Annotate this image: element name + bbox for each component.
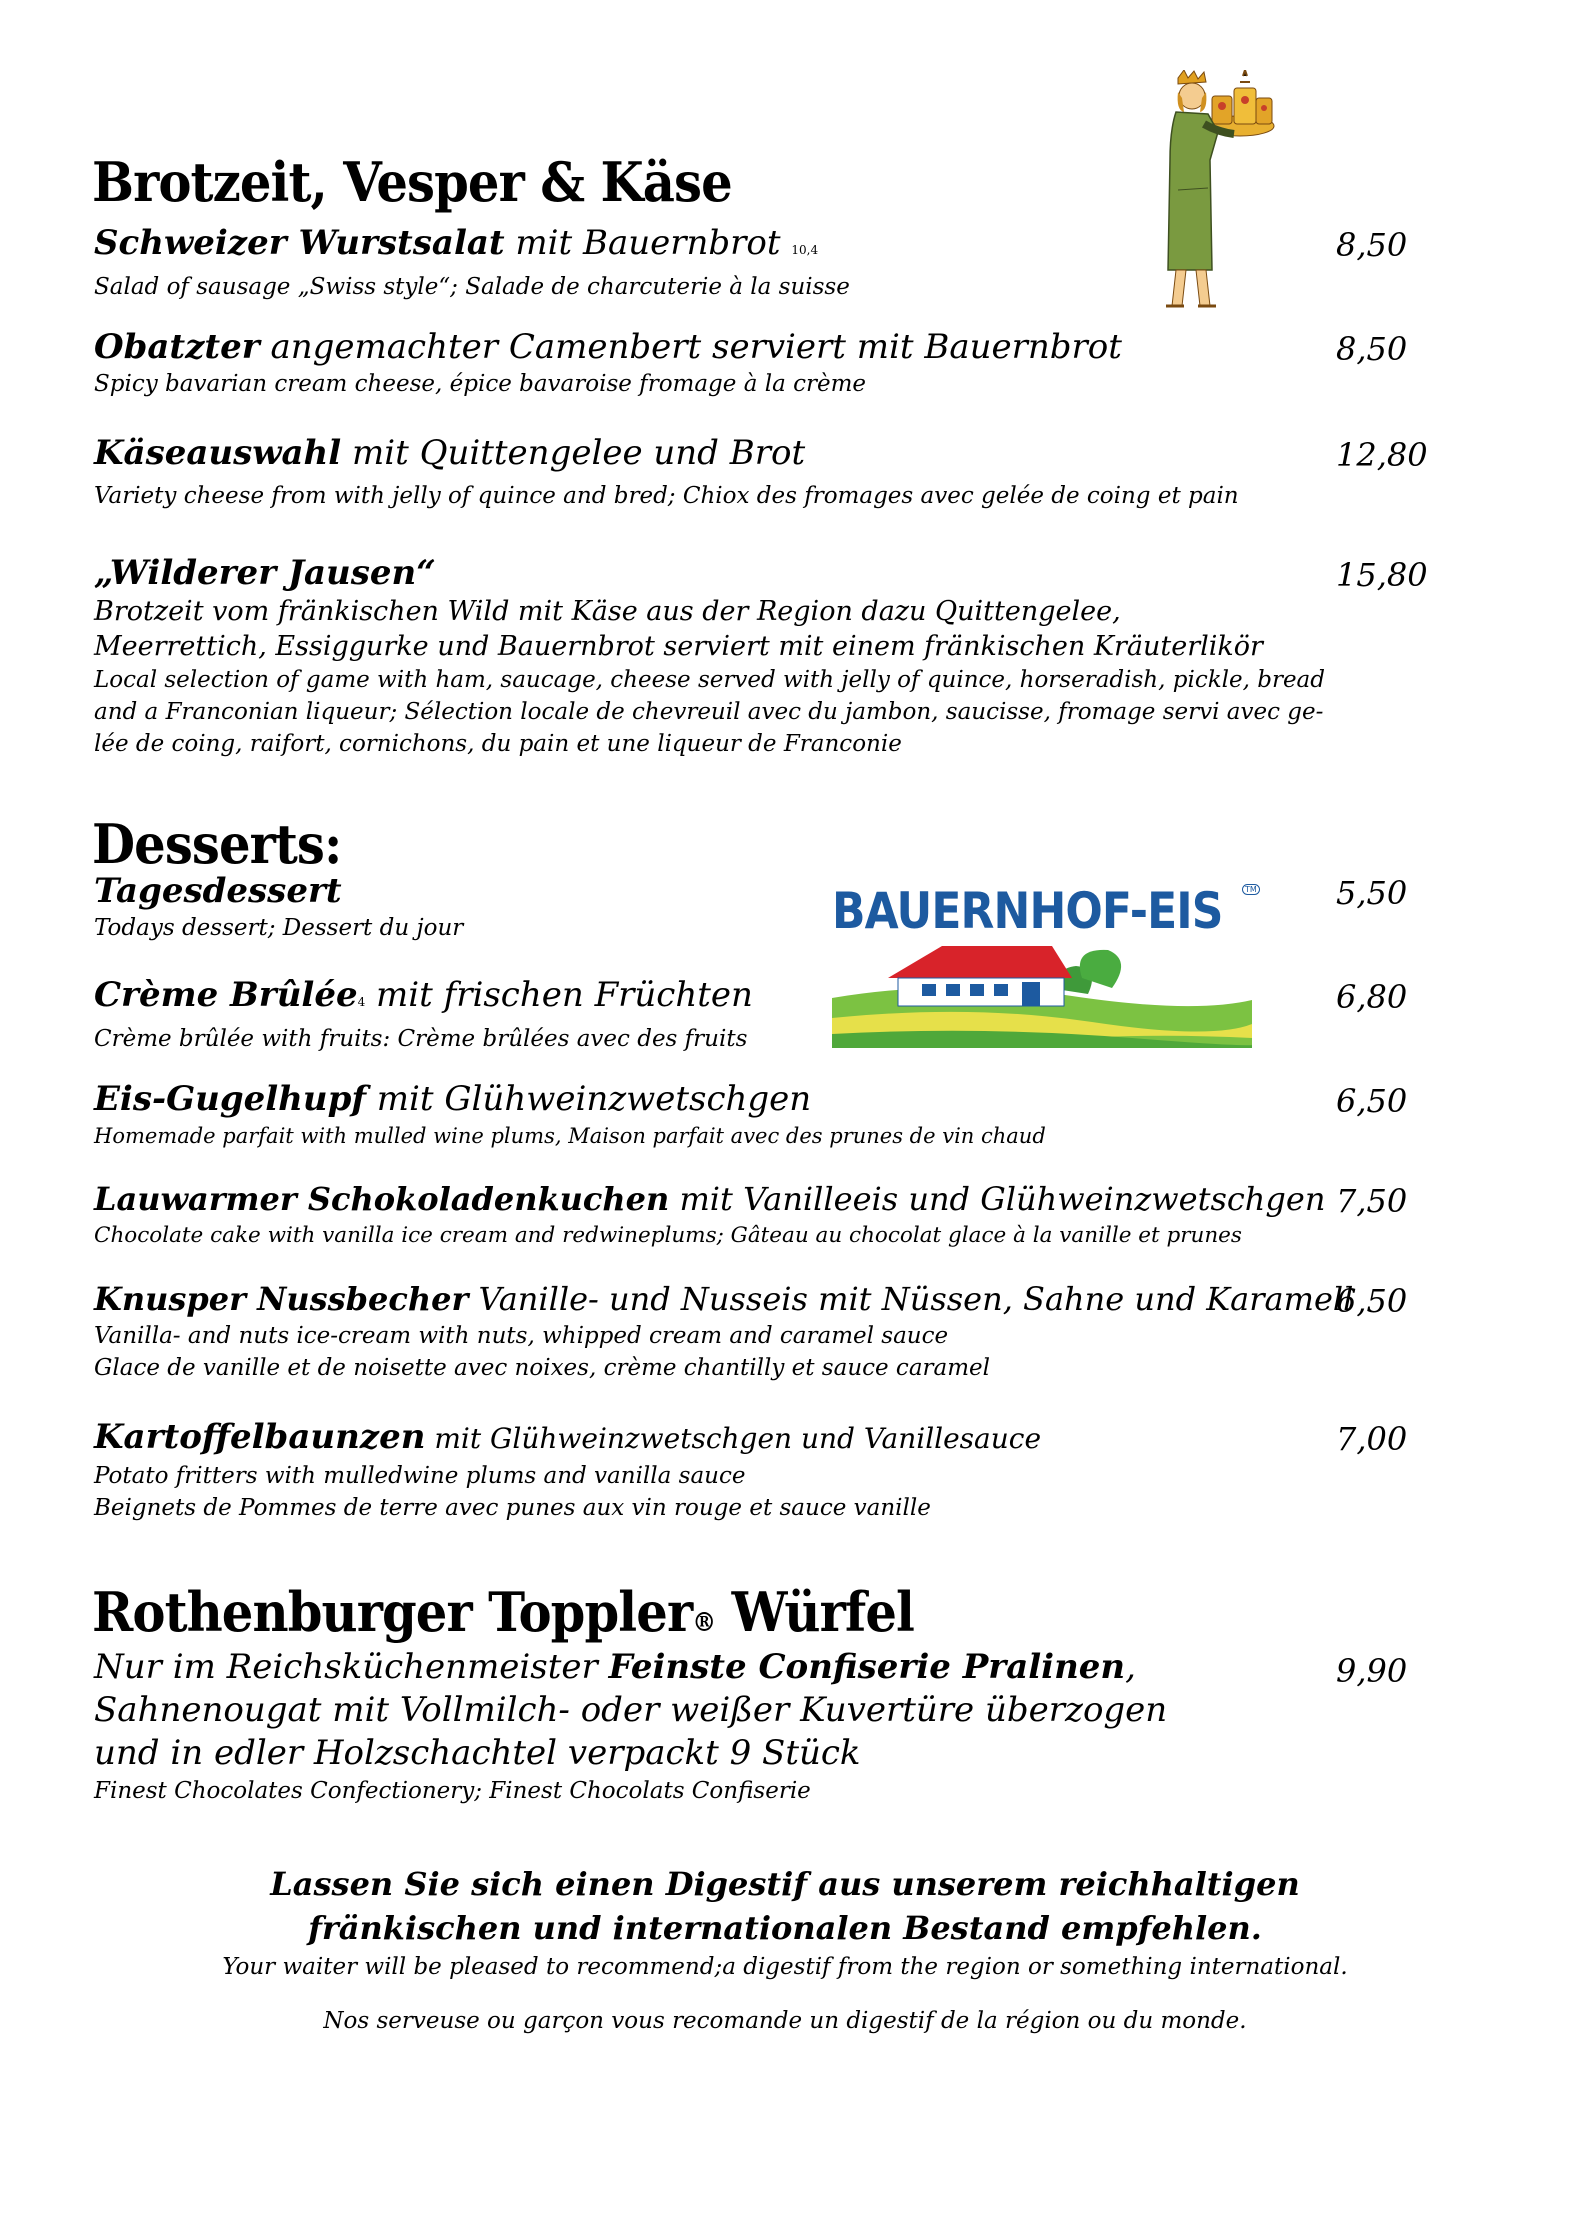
menu-item-obatzter <box>94 326 1444 400</box>
digestif-note-line: fränkischen und internationalen Bestand empfehlen. <box>308 1909 1262 1947</box>
item-name-rest: Vanille- und Nusseis mit Nüssen, Sahne und Karamell <box>468 1280 1354 1318</box>
item-name-bold: Kartoffelbaunzen <box>94 1417 426 1457</box>
item-desc: Finest Chocolates Confectionery; Finest Chocolats Confiserie <box>94 1778 811 1804</box>
price: 5,50 <box>1336 874 1408 912</box>
item-line <box>94 1646 1444 1689</box>
menu-item-wurstsalat <box>94 222 1444 303</box>
item-desc: Glace de vanille et de noisette avec noixes, crème chantilly et sauce caramel <box>94 1355 991 1381</box>
item-name-bold: Tagesdessert <box>94 871 342 911</box>
menu-item-creme-brulee <box>94 974 1444 1055</box>
price: 8,50 <box>1336 330 1408 368</box>
registered-mark: ® <box>692 1608 716 1638</box>
menu-item-eis-gugelhupf <box>94 1078 1444 1152</box>
item-desc: Potato fritters with mulledwine plums and vanilla sauce <box>94 1463 746 1489</box>
trademark-mark: TM <box>1242 884 1260 895</box>
item-name <box>94 1078 1444 1120</box>
digestif-note-en: Your waiter will be pleased to recommend;a digestif from the region or something international. <box>222 1954 1348 1980</box>
item-name <box>94 974 1444 1023</box>
item-desc-german: Meerrettich, Essiggurke und Bauernbrot serviert mit einem fränkischen Kräuterlikör <box>94 631 1263 662</box>
price: 6,80 <box>1336 978 1408 1016</box>
digestif-note-fr: Nos serveuse ou garçon vous recomande un digestif de la région ou du monde. <box>323 2008 1247 2034</box>
item-name-rest: mit Glühweinzwetschgen <box>366 1079 812 1119</box>
item-desc: Local selection of game with ham, saucage, cheese served with jelly of quince, horseradish, pickle, bread <box>94 667 1325 693</box>
section-title-part: Rothenburger Toppler <box>92 1580 693 1644</box>
item-name-bold: „Wilderer Jausen“ <box>94 553 436 593</box>
menu-item-kartoffelbaunzen <box>94 1416 1444 1524</box>
item-name-bold: Lauwarmer Schokoladenkuchen <box>94 1180 670 1218</box>
price: 6,50 <box>1336 1082 1408 1120</box>
item-name-rest: mit frischen Früchten <box>365 975 753 1015</box>
price: 7,50 <box>1336 1182 1408 1220</box>
item-name <box>94 1416 1444 1460</box>
item-name-bold: Knusper Nussbecher <box>94 1280 469 1318</box>
item-desc: and a Franconian liqueur; Sélection locale de chevreuil avec du jambon, saucisse, fromage servi avec ge- <box>94 699 1324 725</box>
item-desc-german: Brotzeit vom fränkischen Wild mit Käse aus der Region dazu Quittengelee, <box>94 596 1121 627</box>
price: 9,90 <box>1336 1652 1408 1690</box>
digestif-note-line: Lassen Sie sich einen Digestif aus unserem reichhaltigen <box>270 1865 1300 1903</box>
item-desc: Vanilla- and nuts ice-cream with nuts, whipped cream and caramel sauce <box>94 1323 949 1349</box>
item-desc: Crème brûlée with fruits: Crème brûlées avec des fruits <box>94 1026 748 1052</box>
item-name-rest: mit Glühweinzwetschgen und Vanillesauce <box>425 1422 1042 1455</box>
item-name-rest: angemachter Camenbert serviert mit Bauernbrot <box>259 327 1122 367</box>
item-name-bold: Crème Brûlée <box>94 975 358 1015</box>
menu-item-knusper-nussbecher <box>94 1278 1444 1384</box>
menu-item-tagesdessert <box>94 870 1444 944</box>
menu-item-wilderer-jausen <box>94 552 1444 760</box>
price: 12,80 <box>1336 436 1428 474</box>
item-name-bold: Obatzter <box>94 327 260 367</box>
item-desc: Salad of sausage „Swiss style“; Salade de charcuterie à la suisse <box>94 274 850 300</box>
item-name <box>94 326 1444 368</box>
logo-text: BAUERNHOF-EIS <box>832 882 1223 940</box>
item-line: Sahnenougat mit Vollmilch- oder weißer Kuvertüre überzogen <box>94 1690 1168 1730</box>
item-name-rest: mit Vanilleeis und Glühweinzwetschgen <box>669 1180 1326 1218</box>
menu-item-toppler-wuerfel <box>94 1646 1444 1807</box>
item-name <box>94 432 1444 474</box>
item-desc: Homemade parfait with mulled wine plums, Maison parfait avec des prunes de vin chaud <box>94 1124 1046 1148</box>
menu-item-schokoladenkuchen <box>94 1178 1444 1252</box>
item-name-bold: Feinste Confiserie Pralinen <box>608 1647 1126 1687</box>
additive-number: 4 <box>357 995 366 1009</box>
digestif-note <box>0 1862 1570 2038</box>
item-name-bold: Eis-Gugelhupf <box>94 1079 366 1119</box>
item-name <box>94 222 1444 271</box>
item-desc: lée de coing, raifort, cornichons, du pain et une liqueur de Franconie <box>94 731 902 757</box>
item-name-bold: Käseauswahl <box>94 433 342 473</box>
item-desc: Variety cheese from with jelly of quince and bred; Chiox des fromages avec gelée de coing et pain <box>94 483 1239 509</box>
additive-number: 10,4 <box>791 243 819 257</box>
section-title-toppler <box>92 1580 914 1644</box>
item-text: Nur im Reichsküchenmeister <box>94 1647 609 1687</box>
menu-item-kaeseauswahl <box>94 432 1444 512</box>
price: 7,00 <box>1336 1420 1408 1458</box>
item-name <box>94 552 1444 594</box>
item-name <box>94 870 1444 912</box>
section-title-part: Würfel <box>715 1580 914 1644</box>
item-name-bold: Schweizer Wurstsalat <box>94 223 505 263</box>
item-name <box>94 1278 1444 1320</box>
price: 6,50 <box>1336 1282 1408 1320</box>
item-desc: Spicy bavarian cream cheese, épice bavaroise fromage à la crème <box>94 371 867 397</box>
section-title-desserts: Desserts: <box>92 812 342 876</box>
item-line: und in edler Holzschachtel verpackt 9 Stück <box>94 1733 861 1773</box>
price: 8,50 <box>1336 226 1408 264</box>
item-desc: Todays dessert; Dessert du jour <box>94 915 464 941</box>
item-name-rest: mit Quittengelee und Brot <box>341 433 806 473</box>
item-desc: Chocolate cake with vanilla ice cream and redwineplums; Gâteau au chocolat glace à la vanille et prunes <box>94 1223 1242 1248</box>
item-name <box>94 1178 1444 1220</box>
item-text: , <box>1125 1647 1136 1687</box>
section-title-brotzeit: Brotzeit, Vesper & Käse <box>92 150 732 214</box>
price: 15,80 <box>1336 556 1428 594</box>
item-desc: Beignets de Pommes de terre avec punes aux vin rouge et sauce vanille <box>94 1495 931 1521</box>
item-name-rest: mit Bauernbrot <box>504 223 792 263</box>
